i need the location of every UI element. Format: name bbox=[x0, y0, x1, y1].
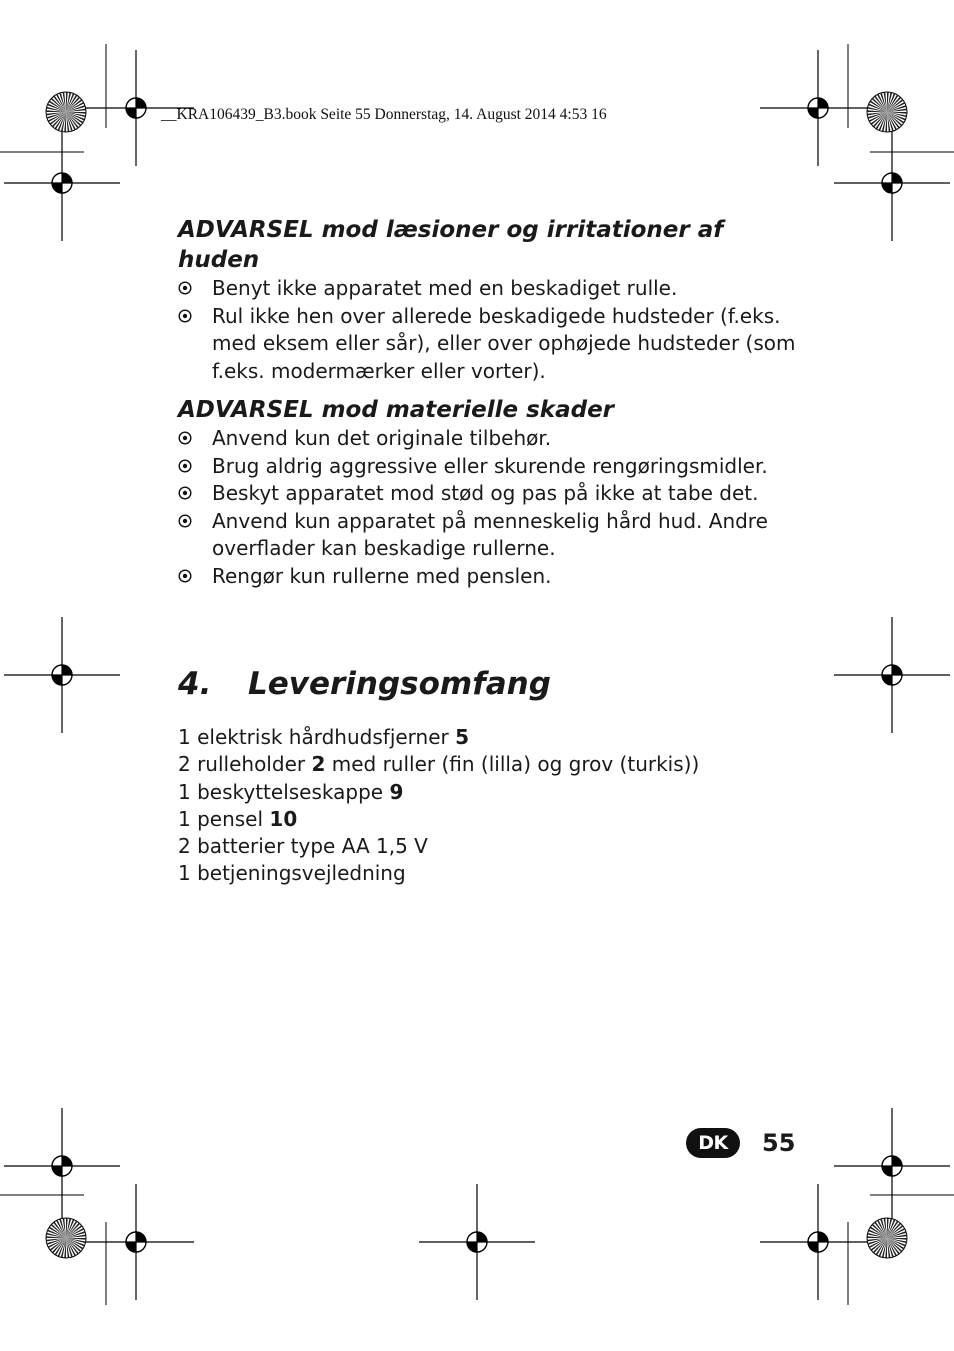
section-heading bbox=[178, 664, 551, 704]
section-title: Leveringsomfang bbox=[248, 666, 551, 702]
list-item bbox=[178, 508, 798, 563]
list-item bbox=[178, 453, 798, 481]
list-item bbox=[178, 724, 798, 751]
list-item-text: Rul ikke hen over allerede beskadigede hudsteder (f.eks. med eksem eller sår), eller over ophøjede hudsteder (som f.eks. modermærker eller vorter). bbox=[212, 303, 796, 383]
starburst-mark bbox=[867, 92, 907, 132]
item-ref: 2 bbox=[311, 752, 326, 777]
item-text: 1 beskyttelseskappe bbox=[178, 779, 390, 804]
starburst-mark bbox=[867, 1218, 907, 1258]
item-text: 1 pensel bbox=[178, 806, 270, 831]
list-item bbox=[178, 806, 798, 833]
starburst-mark bbox=[46, 92, 86, 132]
warning-material-title: ADVARSEL mod materielle skader bbox=[178, 397, 615, 423]
item-ref: 9 bbox=[389, 779, 404, 804]
bullet-icon bbox=[178, 281, 192, 295]
list-item-text: Rengør kun rullerne med penslen. bbox=[212, 563, 552, 588]
page-number: 55 bbox=[762, 1129, 796, 1157]
item-ref: 10 bbox=[269, 806, 298, 831]
list-item bbox=[178, 833, 798, 860]
list-item bbox=[178, 303, 798, 386]
section-number: 4. bbox=[178, 666, 212, 702]
warning-skin-list bbox=[178, 275, 798, 385]
page-footer bbox=[686, 1125, 795, 1161]
item-text: 2 batterier type AA 1,5 V bbox=[178, 834, 428, 859]
list-item bbox=[178, 860, 798, 887]
print-info-header: __KRA106439_B3.book Seite 55 Donnerstag, 14. August 2014 4:53 16 bbox=[161, 106, 607, 123]
list-item bbox=[178, 563, 798, 591]
warnings-section bbox=[178, 215, 798, 590]
item-text-after: med ruller (fin (lilla) og grov (turkis)) bbox=[325, 752, 700, 777]
warning-material-list bbox=[178, 425, 798, 590]
list-item-text: Benyt ikke apparatet med en beskadiget rulle. bbox=[212, 276, 678, 300]
starburst-mark bbox=[46, 1218, 86, 1258]
item-text: 1 betjeningsvejledning bbox=[178, 861, 406, 886]
item-text: 2 rulleholder bbox=[178, 752, 312, 777]
list-item bbox=[178, 275, 798, 303]
item-ref: 5 bbox=[455, 725, 470, 749]
list-item bbox=[178, 751, 798, 778]
country-badge: DK bbox=[686, 1128, 740, 1158]
list-item-text: Beskyt apparatet mod stød og pas på ikke at tabe det. bbox=[212, 481, 759, 505]
list-item bbox=[178, 480, 798, 508]
warning-skin-title: ADVARSEL mod læsioner og irritationer af huden bbox=[178, 217, 724, 273]
list-item-text: Anvend kun det originale tilbehør. bbox=[212, 426, 552, 450]
list-item-text: Anvend kun apparatet på menneskelig hård hud. Andre overflader kan beskadige rullerne. bbox=[212, 508, 768, 560]
bullet-icon bbox=[178, 569, 192, 583]
bullet-icon bbox=[178, 486, 192, 500]
bullet-icon bbox=[178, 459, 192, 473]
list-item bbox=[178, 779, 798, 806]
item-text: 1 elektrisk hårdhudsfjerner bbox=[178, 725, 456, 749]
bullet-icon bbox=[178, 309, 192, 323]
delivery-list bbox=[178, 724, 798, 888]
list-item bbox=[178, 425, 798, 453]
bullet-icon bbox=[178, 431, 192, 445]
bullet-icon bbox=[178, 514, 192, 528]
list-item-text: Brug aldrig aggressive eller skurende rengøringsmidler. bbox=[212, 453, 768, 478]
